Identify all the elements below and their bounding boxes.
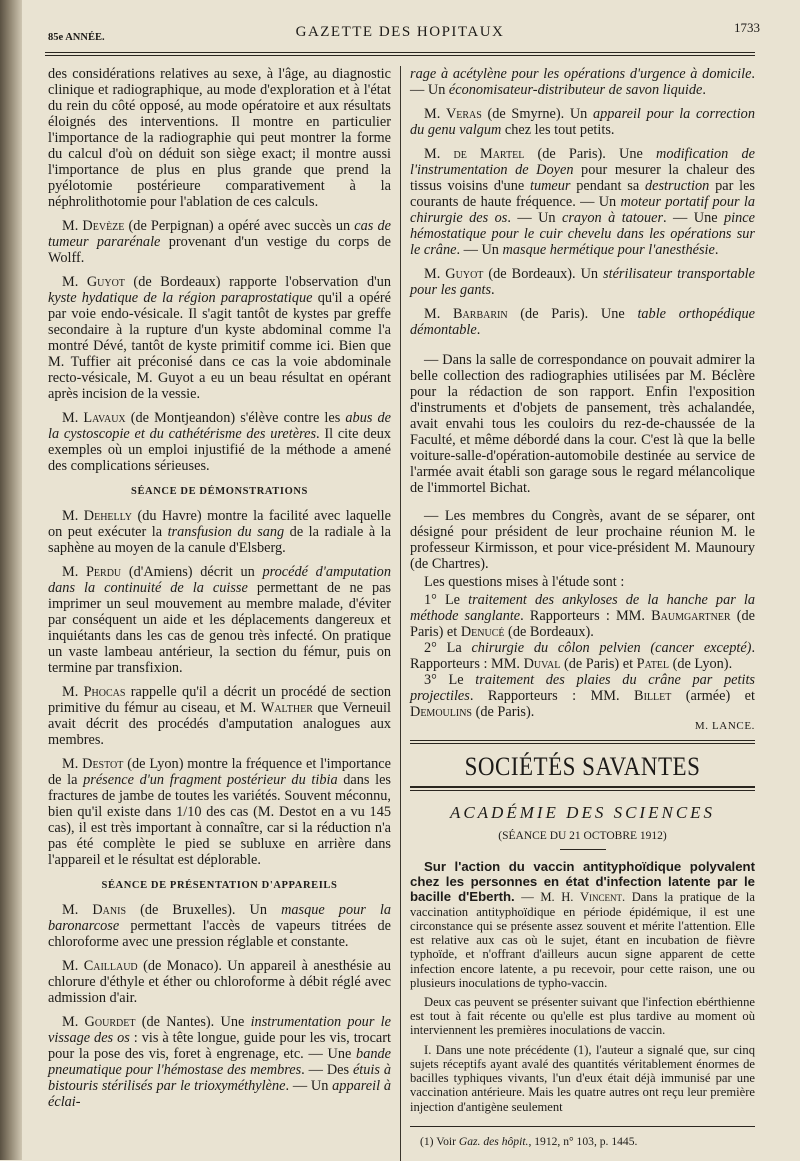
header-page-number: 1733: [734, 20, 760, 35]
paragraph: I. Dans une note précédente (1), l'auteur a signalé que, sur cinq sujets réceptifs ayant avalé des quantités véritablement énormes de bacilles typhiques vivants, l'un d'eux était déjà immunisé par une vaccination antérieure. Mais les quatre autres ont reçu leur première injection d'antigène seulement: [410, 1042, 755, 1114]
paragraph: Deux cas peuvent se présenter suivant que l'infection ebérthienne est tout à fait récente ou qu'elle est plus tardive au moment où interviennent les premières inoculations de vaccin.: [410, 995, 755, 1038]
section-separator: [410, 740, 755, 741]
paragraph: M. Guyot (de Bordeaux). Un stérilisateur transportable pour les gants.: [410, 266, 755, 298]
header-title: GAZETTE DES HOPITAUX: [295, 24, 505, 40]
left-column: [48, 66, 391, 1118]
section-separator: [410, 743, 755, 744]
paragraph: M. Caillaud (de Monaco). Un appareil à anesthésie au chlorure d'éthyle et éther ou chloroforme à débit réglé avec admission d'air.: [48, 957, 391, 1006]
section-heading: SÉANCE DE PRÉSENTATION D'APPAREILS: [101, 879, 338, 891]
page-header: [40, 18, 760, 48]
article-body: [410, 860, 755, 1114]
paragraph: M. Barbarin (de Paris). Une table orthopédique démontable.: [410, 306, 755, 338]
paragraph: M. Danis (de Bruxelles). Un masque pour la baronarcose permettant l'accès de vapeurs titrées de chloroforme avec une pression réglable et constante.: [48, 901, 391, 950]
author-signature: M. LANCE.: [694, 720, 755, 732]
paragraph: M. Lavaux (de Montjeandon) s'élève contre les abus de la cystoscopie et du cathétérisme des uretères. Il cite deux exemples où un emploi injustifié de la méthode a amené des complications sérieuses.: [48, 410, 391, 474]
paragraph: des considérations relatives au sexe, à l'âge, au diagnostic clinique et radiographique, au mode d'exploration et à l'état du rein du côté opposé, au mode opératoire et aux résultats éloignés des interventions. Il montre en particulier l'importance de la radiographie qui peut montrer la forme du calcul d'où on déduit son siège exact; il montre aussi l'importance de plus en plus grande que prend la pyélotomie postérieure comparativement à la néphrolithotomie pour l'ablation de ces calculs.: [48, 66, 391, 210]
paragraph: M. Destot (de Lyon) montre la fréquence et l'importance de la présence d'un fragment postérieur du tibia dans les fractures de jambe de toutes les variétés. Souvent méconnu, bien qu'il existe dans 1/10 des cas (M. Destot en a vu 145 cas), il est très important à connaître, car si la réduction n'a pas été complète le pied se subluxe en arrière dans l'appareil et le résultat est déplorable.: [48, 755, 391, 868]
banner-rule: [410, 786, 755, 791]
paragraph: Les questions mises à l'étude sont :: [424, 574, 625, 590]
paragraph: M. Perdu (d'Amiens) décrit un procédé d'amputation dans la continuité de la cuisse permettant de ne pas imprimer un seul mouvement au membre malade, d'éviter par conséquent un aide et les déplacements dangereux et inquiétants dans les cas de genou très infecté. On pratique un vaste lambeau antérieur, la section du fémur, puis on termine par transfixion.: [48, 563, 391, 676]
binding-shadow: [0, 0, 22, 1160]
footnote-rule: [410, 1126, 755, 1127]
section-heading: SÉANCE DE DÉMONSTRATIONS: [131, 486, 308, 497]
column-divider: [400, 66, 401, 1161]
header-year: 85e ANNÉE.: [48, 32, 105, 43]
paragraph: Sur l'action du vaccin antityphoïdique polyvalent chez les personnes en état d'infection latente par le bacille d'Eberth. — M. H. Vincent. Dans la pratique de la vaccination antityphoïdique en période épidémique, il est une circonstance qui se présente assez souvent et mérite l'attention. Elle est relative aux cas où le sujet, étant en incubation de fièvre typhoïde, et n'offrant d'ailleurs aucun signe apparent de cette infection encore latente, a pu recevoir, pour cette raison, une ou plusieurs inoculations de typho-vaccin.: [410, 858, 755, 990]
academy-heading: ACADÉMIE DES SCIENCES: [449, 803, 716, 823]
question-item: 2° La chirurgie du côlon pelvien (cancer excepté). Rapporteurs : MM. Duval (de Paris) et Patel (de Lyon).: [410, 640, 756, 672]
paragraph: — Les membres du Congrès, avant de se séparer, ont désigné pour président de leur prochaine réunion M. le professeur Kirmisson, et pour vice-président M. Maunoury (de Chartres).: [410, 508, 755, 572]
paragraph: M. Devèze (de Perpignan) a opéré avec succès un cas de tumeur pararénale provenant d'un vestige du corps de Wolff.: [48, 218, 391, 266]
paragraph: M. Guyot (de Bordeaux) rapporte l'observation d'un kyste hydatique de la région paraprostatique qu'il a opéré par voie endo-vésicale. Il s'agit tantôt de kystes par greffe secondaire à la rupture d'un kyste abdominal comme l'a montré Dévé, tantôt de kyste primitif comme ici. Bien que M. Tuffier ait préconisé dans ce cas la voie abdominale recto-vésicale, M. Guyot a eu un beau résultat en opérant après incision de la vessie.: [48, 274, 392, 402]
paragraph: M. Gourdet (de Nantes). Une instrumentation pour le vissage des os : vis à tête longue, guide pour les vis, trocart pour la pose des vis, foret à engrenage, etc. — Une bande pneumatique pour l'hémostase des membres. — Des étuis à bistouris stérilisés par le trioxyméthylène. — Un appareil à éclai-: [48, 1013, 391, 1110]
paragraph: — Dans la salle de correspondance on pouvait admirer la belle collection des radiographies utilisées par M. Béclère pour la rédaction de son rapport. Enfin l'exposition d'instruments et d'objets de pansement, très achalandée, avait envahi tous les couloirs du rez-de-chaussée de la Faculté, et même débordé dans la cour. C'est là que la belle voiture-salle-d'opération-automobile destinée au service de l'armée avait établi son garage sous le regard mélancolique de l'immortel Bichat.: [410, 352, 755, 496]
question-item: 3° Le traitement des plaies du crâne par petits projectiles. Rapporteurs : MM. Billet (armée) et Demoulins (de Paris).: [410, 672, 755, 720]
paragraph: M. Phocas rappelle qu'il a décrit un procédé de section primitive du fémur au ciseau, et M. Walther que Verneuil avait décrit des procédés d'amputation analogues aux membres.: [48, 683, 391, 748]
header-rule-top: [45, 52, 755, 53]
right-column: [410, 66, 755, 1156]
article-title: Sur l'action du vaccin antityphoïdique polyvalent chez les personnes en état d'infection latente par le bacille d'Eberth.: [410, 858, 755, 904]
footnote: (1) Voir Gaz. des hôpit., 1912, n° 103, p. 1445.: [420, 1134, 638, 1148]
question-item: 1° Le traitement des ankyloses de la hanche par la méthode sanglante. Rapporteurs : MM. Baumgartner (de Paris) et Denucé (de Bordeaux).: [410, 592, 756, 640]
session-date: (SÉANCE DU 21 OCTOBRE 1912): [498, 830, 667, 843]
paragraph: M. de Martel (de Paris). Une modification de l'instrumentation de Doyen pour mesurer la chaleur des tissus voisins d'une tumeur pendant sa destruction par les courants de haute fréquence. — Un moteur portatif pour la chirurgie des os. — Un crayon à tatouer. — Une pince hémostatique pour le cuir chevelu dans les opérations sur le crâne. — Un masque hermétique pour l'anesthésie.: [410, 146, 755, 258]
paragraph: M. Veras (de Smyrne). Un appareil pour la correction du genu valgum chez les tout petits.: [410, 106, 755, 138]
short-divider: [560, 849, 606, 850]
header-rule-bottom: [45, 55, 755, 56]
paragraph: M. Dehelly (du Havre) montre la facilité avec laquelle on peut exécuter la transfusion du sang de la radiale à la saphène au moyen de la canule d'Elsberg.: [48, 507, 391, 556]
section-banner: SOCIÉTÉS SAVANTES: [464, 752, 701, 782]
paragraph: rage à acétylène pour les opérations d'urgence à domicile. — Un économisateur-distributeur de savon liquide.: [410, 66, 755, 98]
